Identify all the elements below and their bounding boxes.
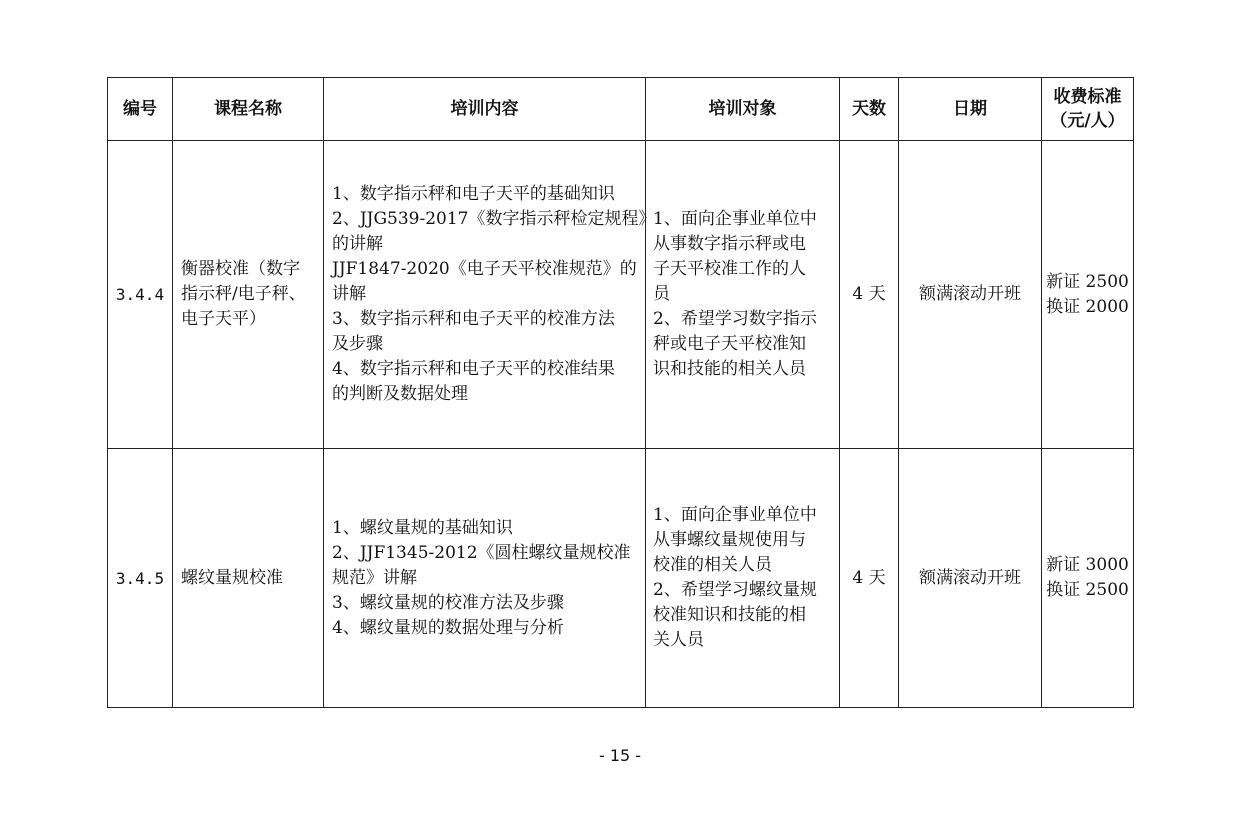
content-line: 3、螺纹量规的校准方法及步骤	[332, 592, 564, 613]
target-line: 子天平校准工作的人	[653, 259, 806, 279]
target-line: 1、面向企事业单位中	[653, 209, 817, 229]
row-course-name	[173, 449, 324, 708]
header-course-name: 课程名称	[173, 78, 324, 141]
target-line: 员	[653, 284, 670, 304]
row-days: 4 天	[840, 141, 899, 449]
header-fee	[1042, 78, 1134, 141]
target-line: 2、希望学习数字指示	[653, 309, 817, 329]
target-line: 秤或电子天平校准知	[653, 334, 806, 354]
content-line: 及步骤	[332, 334, 383, 354]
page-number: - 15 -	[598, 746, 642, 765]
fee-renew: 换证 2000	[1046, 296, 1129, 317]
fee-renew: 换证 2500	[1046, 580, 1129, 600]
name-line: 螺纹量规校准	[181, 567, 283, 588]
target-line: 从事数字指示秤或电	[653, 234, 806, 254]
table-header-row	[108, 78, 1134, 141]
target-line: 2、希望学习螺纹量规	[653, 580, 817, 600]
header-id: 编号	[108, 78, 173, 141]
row-content	[324, 141, 656, 449]
fee-new: 新证 2500	[1046, 271, 1129, 292]
row-id: 3.4.5	[108, 449, 173, 708]
target-line: 校准知识和技能的相	[653, 605, 806, 625]
row-days: 4 天	[840, 449, 899, 708]
row-date: 额满滚动开班	[899, 141, 1042, 449]
header-target: 培训对象	[646, 78, 840, 141]
header-days: 天数	[840, 78, 899, 141]
row-course-name	[173, 141, 324, 449]
target-line: 识和技能的相关人员	[653, 359, 806, 379]
content-line: 4、数字指示秤和电子天平的校准结果	[332, 359, 615, 379]
row-fee	[1042, 449, 1134, 708]
row-content	[324, 449, 646, 708]
content-line: 4、螺纹量规的数据处理与分析	[332, 617, 564, 638]
content-line: 2、JJG539-2017《数字指示秤检定规程》	[332, 209, 656, 229]
row-target	[646, 449, 840, 708]
course-table	[107, 77, 1134, 708]
target-line: 校准的相关人员	[653, 555, 772, 575]
target-line: 1、面向企事业单位中	[653, 505, 817, 525]
content-line: 讲解	[332, 284, 366, 304]
table-row	[108, 141, 1134, 449]
content-line: 的讲解	[332, 234, 383, 254]
header-date: 日期	[899, 78, 1042, 141]
row-fee	[1042, 141, 1134, 449]
content-line: JJF1847-2020《电子天平校准规范》的	[332, 259, 637, 279]
content-line: 的判断及数据处理	[332, 384, 468, 404]
name-line: 指示秤/电子秤、	[181, 284, 306, 304]
name-line: 衡器校准（数字	[181, 259, 300, 279]
row-target	[646, 141, 840, 449]
row-date: 额满滚动开班	[899, 449, 1042, 708]
row-id: 3.4.4	[108, 141, 173, 449]
header-content: 培训内容	[324, 78, 646, 141]
content-line: 规范》讲解	[332, 567, 417, 588]
fee-new: 新证 3000	[1046, 555, 1129, 575]
content-line: 2、JJF1345-2012《圆柱螺纹量规校准	[332, 542, 631, 563]
table-row	[108, 449, 1134, 708]
name-line: 电子天平）	[181, 309, 266, 329]
content-line: 1、螺纹量规的基础知识	[332, 517, 513, 538]
header-fee-line1: 收费标准	[1053, 87, 1122, 107]
target-line: 关人员	[653, 630, 704, 650]
content-line: 3、数字指示秤和电子天平的校准方法	[332, 309, 615, 329]
content-line: 1、数字指示秤和电子天平的基础知识	[332, 184, 615, 204]
header-fee-line2: （元/人）	[1050, 111, 1125, 131]
target-line: 从事螺纹量规使用与	[653, 530, 806, 550]
